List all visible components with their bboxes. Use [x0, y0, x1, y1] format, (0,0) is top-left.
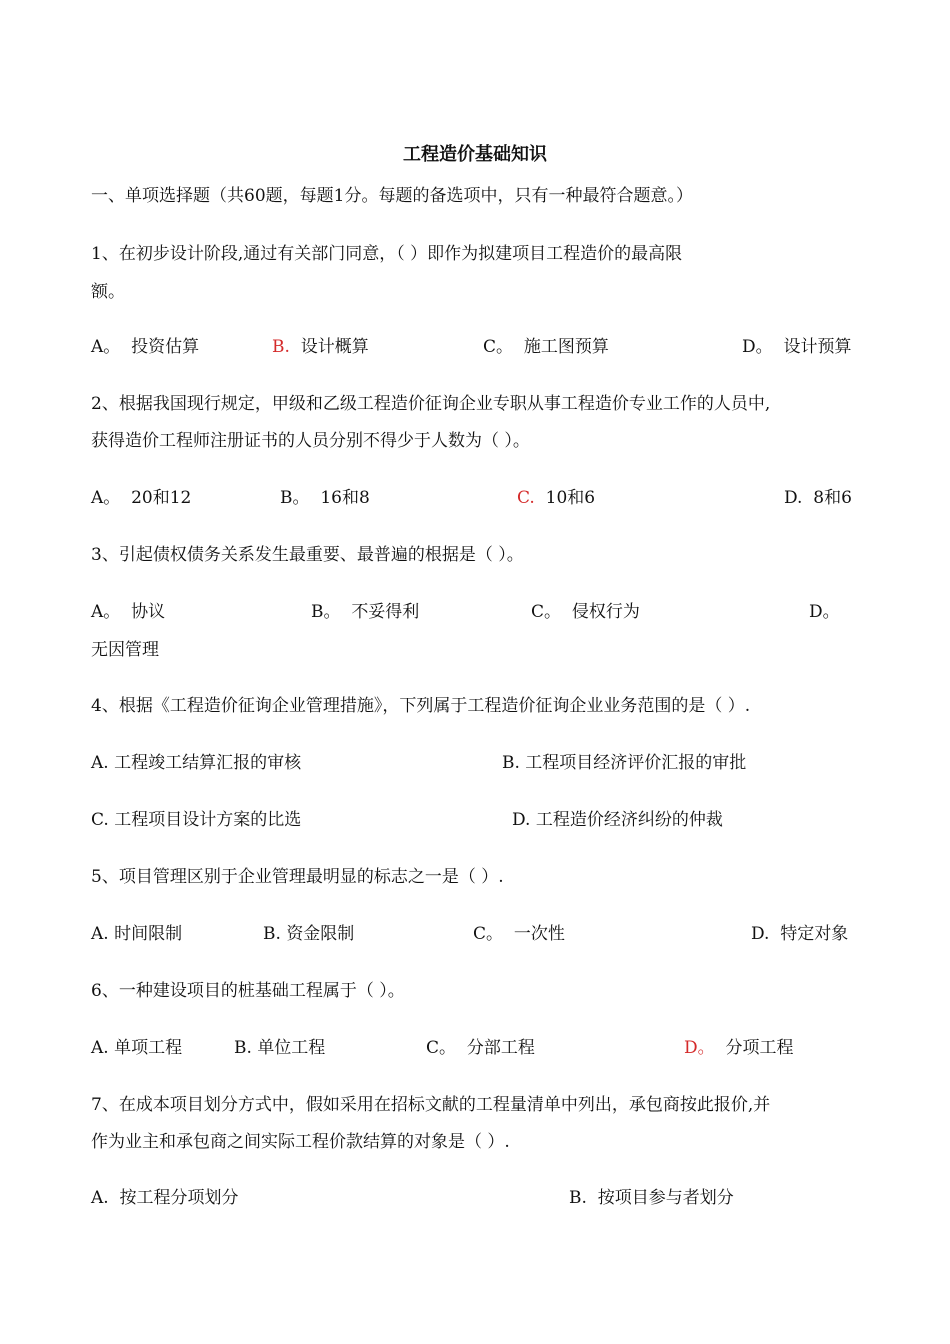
question-2-text: 2、根据我国现行规定，甲级和乙级工程造价征询企业专职从事工程造价专业工作的人员中, [91, 394, 771, 414]
question-7-text: 7、在成本项目划分方式中，假如采用在招标文献的工程量清单中列出，承包商按此报价,并 [91, 1095, 771, 1115]
q2-option-a: A。 20和12 [91, 488, 192, 508]
q1-option-a: A。 投资估算 [91, 337, 200, 357]
answer-marker: B. [272, 337, 290, 357]
question-7-text-cont: 作为业主和承包商之间实际工程价款结算的对象是（ ）. [91, 1132, 510, 1152]
q7-option-a: A. 按工程分项划分 [91, 1188, 239, 1208]
q5-option-b: B. 资金限制 [263, 924, 355, 944]
q3-option-d-text: 无因管理 [91, 640, 159, 660]
question-5-text: 5、项目管理区别于企业管理最明显的标志之一是（ ）. [91, 867, 504, 887]
q5-option-d: D. 特定对象 [751, 924, 849, 944]
q6-option-d: D。 分项工程 [684, 1038, 794, 1058]
q3-option-b: B。 不妥得利 [311, 602, 420, 622]
q2-option-d: D. 8和6 [784, 488, 852, 508]
document-title: 工程造价基础知识 [403, 144, 547, 165]
answer-marker: C. [517, 488, 535, 508]
q5-option-a: A. 时间限制 [91, 924, 183, 944]
q3-option-a: A。 协议 [91, 602, 166, 622]
q5-option-c: C。 一次性 [473, 924, 565, 944]
question-3-text: 3、引起债权债务关系发生最重要、最普遍的根据是（ ）。 [91, 545, 524, 565]
q1-option-c: C。 施工图预算 [483, 337, 609, 357]
q4-option-c: C. 工程项目设计方案的比选 [91, 810, 302, 830]
question-6-text: 6、一种建设项目的桩基础工程属于（ ）。 [91, 981, 405, 1001]
question-1-text: 1、在初步设计阶段,通过有关部门同意，（ ）即作为拟建项目工程造价的最高限 [91, 244, 683, 264]
q4-option-b: B. 工程项目经济评价汇报的审批 [502, 753, 747, 773]
q1-option-d: D。 设计预算 [742, 337, 852, 357]
q6-option-a: A. 单项工程 [91, 1038, 183, 1058]
question-2-text-cont: 获得造价工程师注册证书的人员分别不得少于人数为（ ）。 [91, 431, 530, 451]
q7-option-b: B. 按项目参与者划分 [569, 1188, 734, 1208]
q4-option-a: A. 工程竣工结算汇报的审核 [91, 753, 302, 773]
section-heading: 一、单项选择题（共60题，每题1分。每题的备选项中，只有一种最符合题意。） [91, 186, 693, 206]
q6-option-b: B. 单位工程 [234, 1038, 326, 1058]
question-1-text-cont: 额。 [91, 282, 125, 302]
q4-option-d: D. 工程造价经济纠纷的仲裁 [512, 810, 723, 830]
q2-option-c: C. 10和6 [517, 488, 596, 508]
answer-marker: D。 [684, 1038, 715, 1058]
q1-option-b: B. 设计概算 [272, 337, 369, 357]
q3-option-c: C。 侵权行为 [531, 602, 640, 622]
question-4-text: 4、根据《工程造价征询企业管理措施》，下列属于工程造价征询企业业务范围的是（ ）. [91, 696, 751, 716]
q3-option-d-label: D。 [809, 602, 840, 622]
q2-option-b: B。 16和8 [280, 488, 370, 508]
q6-option-c: C。 分部工程 [426, 1038, 535, 1058]
